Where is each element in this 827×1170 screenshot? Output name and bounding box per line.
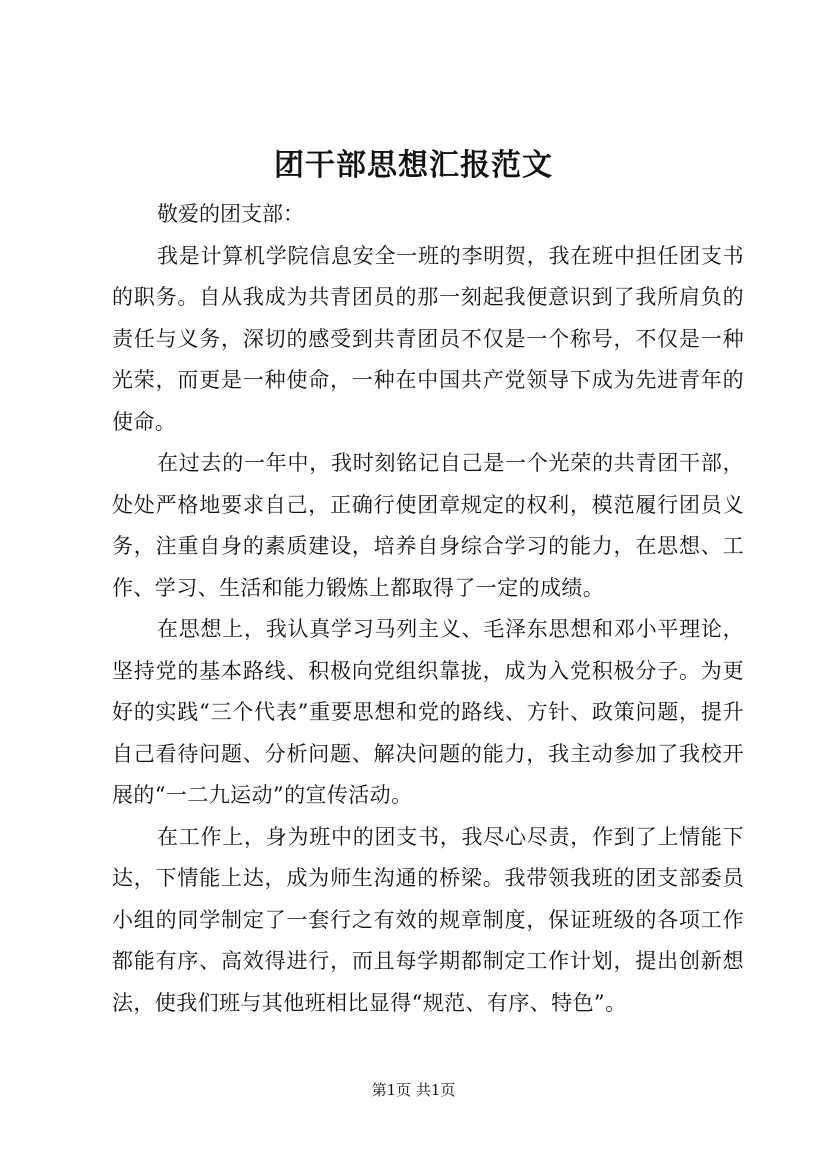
paragraph-work: 在工作上，身为班中的团支书，我尽心尽责，作到了上情能下达，下情能上达，成为师生沟通的桥梁。我带领我班的团支部委员小组的同学制定了一套行之有效的规章制度，保证班级的各项工作都能有序、高效得进行，而且每学期都制定工作计划，提出创新想法，使我们班与其他班相比显得“规范、有序、特色”。 (112, 824, 744, 1015)
document-body (112, 194, 744, 1024)
salutation: 敬爱的团支部： (157, 202, 304, 226)
document-title: 团干部思想汇报范文 (274, 148, 553, 183)
paragraph-thought: 在思想上，我认真学习马列主义、毛泽东思想和邓小平理论，坚持党的基本路线、积极向党组织靠拢，成为入党积极分子。为更好的实践“三个代表”重要思想和党的路线、方针、政策问题，提升自己看待问题、分析问题、解决问题的能力，我主动参加了我校开展的“一二九运动”的宣传活动。 (112, 617, 744, 807)
page-number-footer: 第1页 共1页 (371, 1081, 456, 1099)
paragraph-intro: 我是计算机学院信息安全一班的李明贺，我在班中担任团支书的职务。自从我成为共青团员的那一刻起我便意识到了我所肩负的责任与义务，深切的感受到共青团员不仅是一个称号，不仅是一种光荣，而更是一种使命，一种在中国共产党领导下成为先进青年的使命。 (112, 243, 744, 434)
paragraph-past-year: 在过去的一年中，我时刻铭记自己是一个光荣的共青团干部，处处严格地要求自己，正确行使团章规定的权利，模范履行团员义务，注重自身的素质建设，培养自身综合学习的能力，在思想、工作、学习、生活和能力锻炼上都取得了一定的成绩。 (112, 451, 744, 600)
